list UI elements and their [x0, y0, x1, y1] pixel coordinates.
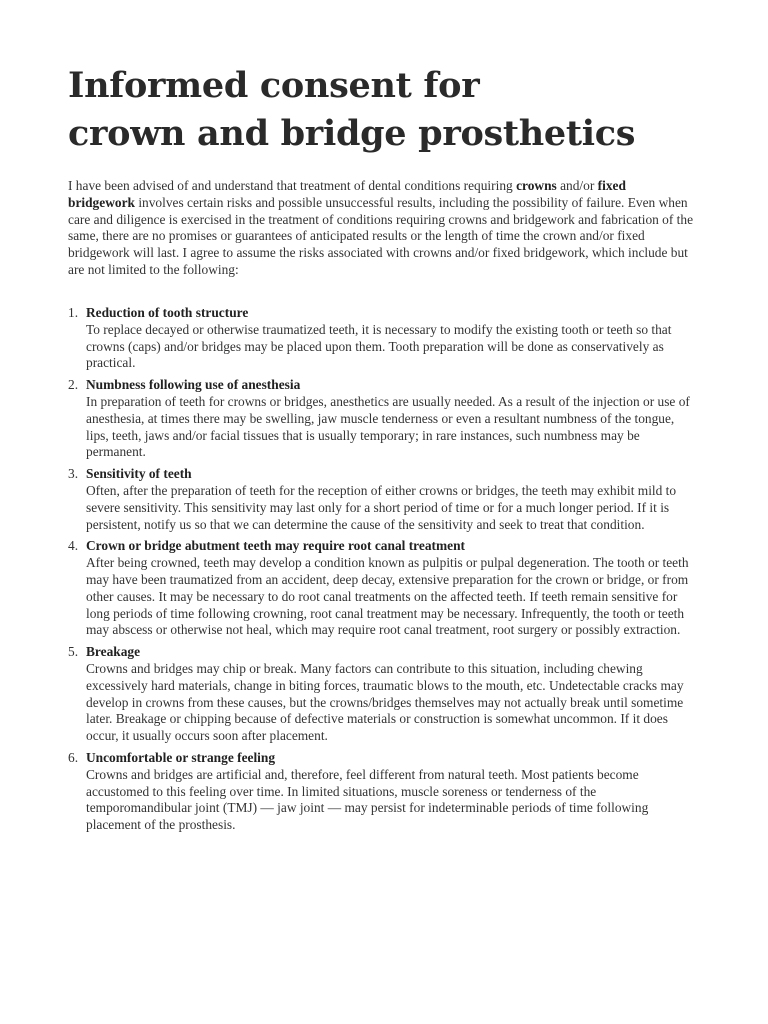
intro-text-1: I have been advised of and understand that treatment of dental conditions requiring: [68, 178, 517, 193]
item-title: Numbness following use of anesthesia: [86, 377, 301, 393]
item-body: To replace decayed or otherwise traumatized teeth, it is necessary to modify the existing tooth or teeth so that crowns (caps) and/or bridges may be placed upon them. Tooth preparation will be done as conservatively as practical.: [86, 321, 672, 371]
item-number: 1.: [68, 305, 79, 320]
title-line-1: Informed consent for: [68, 65, 480, 106]
intro-paragraph: [68, 178, 694, 279]
page-title: [68, 62, 635, 158]
list-item: [68, 466, 698, 533]
item-number: 3.: [68, 466, 79, 482]
item-title: Uncomfortable or strange feeling: [86, 749, 276, 765]
item-title: Sensitivity of teeth: [86, 466, 192, 482]
item-number: 5.: [68, 644, 79, 660]
item-title: Breakage: [86, 644, 141, 660]
item-number: 2.: [68, 377, 79, 393]
item-body: Crowns and bridges are artificial and, therefore, feel different from natural teeth. Most patients become accustomed to this feeling over time. In limited situations, muscle soreness or tenderness of the temporomandibular joint (TMJ) — jaw joint — may persist for indeterminable periods of time following placement of the prosthesis.: [86, 766, 649, 833]
item-title: Reduction of tooth structure: [86, 305, 249, 320]
item-title: Crown or bridge abutment teeth may require root canal treatment: [86, 538, 465, 554]
item-body: Crowns and bridges may chip or break. Many factors can contribute to this situation, including chewing excessively hard materials, change in biting forces, traumatic blows to the mouth, etc. Undetectable cracks may develop in crowns from these causes, but the crowns/bridges themselves may not actually break until sometime later. Breakage or chipping because of defective materials or construction is somewhat uncommon. If it does occur, it usually occurs soon after placement.: [86, 660, 684, 744]
item-number: 6.: [68, 749, 79, 765]
risk-list: [68, 305, 698, 839]
intro-text-2: and/or: [556, 178, 598, 193]
list-item: [68, 538, 698, 639]
item-body: In preparation of teeth for crowns or bridges, anesthetics are usually needed. As a result of the injection or use of anesthesia, at times there may be swelling, jaw muscle tenderness or even a resultant numbness of the tongue, lips, teeth, jaws and/or facial tissues that is usually temporary; in rare instances, such numbness may be permanent.: [86, 393, 690, 460]
item-body: After being crowned, teeth may develop a condition known as pulpitis or pulpal degeneration. The tooth or teeth may have been traumatized from an accident, deep decay, extensive preparation for the crown or bridge, or from other causes. It may be necessary to do root canal treatments on the affected teeth. If teeth remain sensitive for long periods of time following crowning, root canal treatment may be necessary. Infrequently, the tooth or teeth may abscess or otherwise not heal, which may require root canal treatment, root surgery or possibly extraction.: [86, 555, 689, 638]
title-line-2: crown and bridge prosthetics: [68, 113, 636, 154]
intro-bold-fixed-bridgework: fixed bridgework: [68, 178, 626, 210]
item-body: Often, after the preparation of teeth for the reception of either crowns or bridges, the teeth may exhibit mild to severe sensitivity. This sensitivity may last only for a short period of time or for a much longer period. If it is persistent, notify us so that we can determine the cause of the sensitivity and seek to treat that condition.: [86, 482, 677, 532]
item-number: 4.: [68, 538, 79, 554]
intro-text-3: involves certain risks and possible unsuccessful results, including the possibility of failure. Even when care and diligence is exercised in the treatment of conditions requiring crowns and bridgework and fabrication of the same, there are no promises or guarantees of anticipated results or the length of time the crown and/or fixed bridgework will last. I agree to assume the risks associated with crowns and/or fixed bridgework, which include but are not limited to the following:: [68, 194, 694, 277]
list-item: [68, 377, 698, 461]
list-item: [68, 305, 698, 372]
intro-bold-crowns: crowns: [516, 178, 557, 193]
list-item: [68, 644, 698, 745]
list-item: [68, 750, 698, 834]
